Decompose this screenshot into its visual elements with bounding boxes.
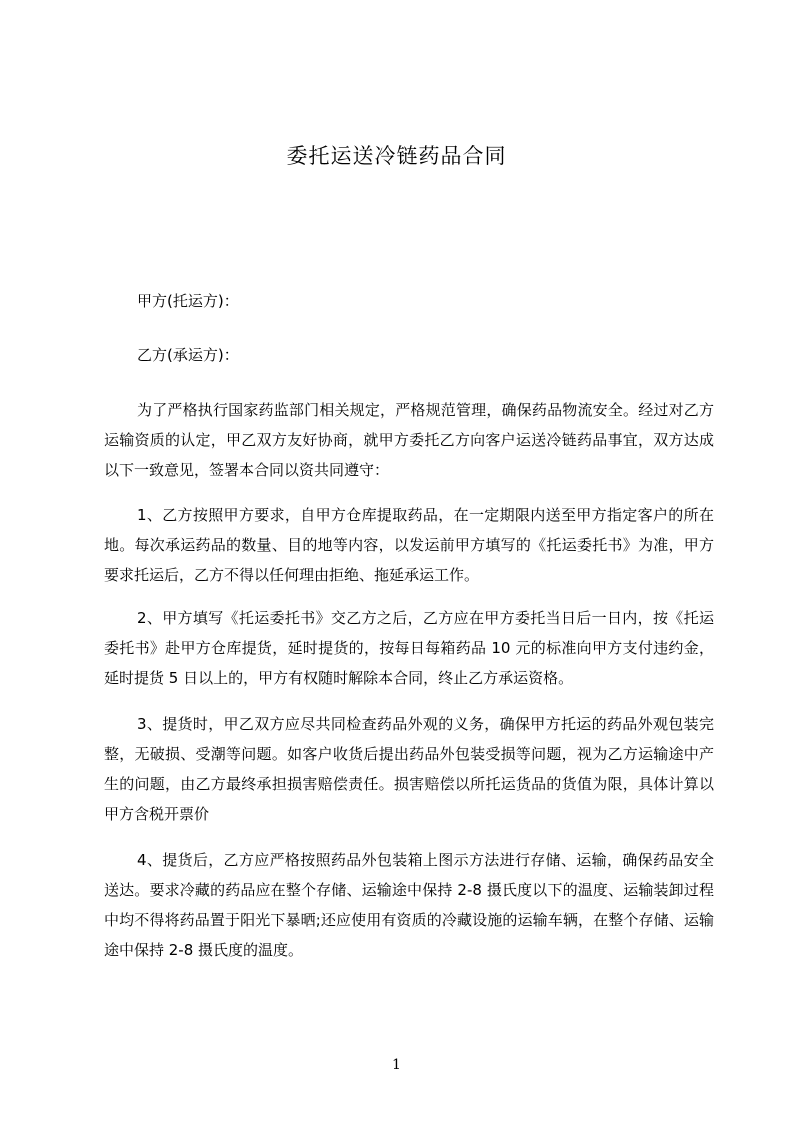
party-a-label: 甲方(托运方)： <box>137 292 239 310</box>
preamble-paragraph: 为了严格执行国家药监部门相关规定，严格规范管理，确保药品物流安全。经过对乙方运输资质的认定，甲乙双方友好协商，就甲方委托乙方向客户运送冷链药品事宜，双方达成以下一致意见，签署本合同以资共同遵守： <box>104 401 714 479</box>
clause-1-paragraph: 1、乙方按照甲方要求，自甲方仓库提取药品，在一定期限内送至甲方指定客户的所在地。每次承运药品的数量、目的地等内容，以发运前甲方填写的《托运委托书》为准，甲方要求托运后，乙方不得以任何理由拒绝、拖延承运工作。 <box>104 506 714 584</box>
party-b-label: 乙方(承运方)： <box>137 346 239 364</box>
clause-2-paragraph: 2、甲方填写《托运委托书》交乙方之后，乙方应在甲方委托当日后一日内，按《托运委托书》赴甲方仓库提货，延时提货的，按每日每箱药品 10 元的标准向甲方支付违约金，延时提货 5 日以上的，甲方有权随时解除本合同，终止乙方承运资格。 <box>104 609 714 687</box>
clause-4-paragraph: 4、提货后，乙方应严格按照药品外包装箱上图示方法进行存储、运输，确保药品安全送达。要求冷藏的药品应在整个存储、运输途中保持 2-8 摄氏度以下的温度、运输装卸过程中均不得将药品置于阳光下暴晒;还应使用有资质的冷藏设施的运输车辆，在整个存储、运输途中保持 2-8 摄氏度的温度。 <box>104 851 714 959</box>
contract-title: 委托运送冷链药品合同 <box>286 144 507 168</box>
page-number: 1 <box>392 1057 401 1073</box>
clause-3-paragraph: 3、提货时，甲乙双方应尽共同检查药品外观的义务，确保甲方托运的药品外观包装完整，无破损、受潮等问题。如客户收货后提出药品外包装受损等问题，视为乙方运输途中产生的问题，由乙方最终承担损害赔偿责任。损害赔偿以所托运货品的货值为限，具体计算以甲方含税开票价 <box>104 715 714 823</box>
